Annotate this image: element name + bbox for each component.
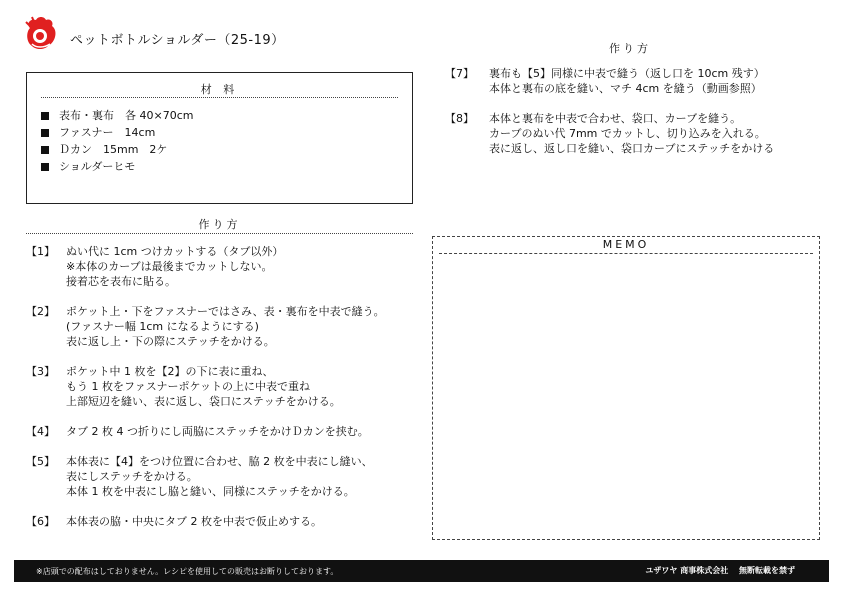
memo-box — [432, 236, 820, 540]
right-instructions-steps — [445, 66, 774, 171]
footer-bar — [14, 560, 829, 582]
step-number: 【1】 — [26, 245, 55, 258]
material-item: ショルダーヒモ — [41, 158, 193, 175]
material-item: ファスナー 14cm — [41, 124, 193, 141]
step-text: 本体表の脇・中央にタブ 2 枚を中表で仮止めする。 — [66, 515, 322, 528]
instruction-step — [26, 454, 385, 499]
instruction-step — [26, 514, 385, 529]
instruction-step — [26, 244, 385, 289]
memo-divider — [439, 253, 813, 254]
step-text: タブ 2 枚 4 つ折りにし両脇にステッチをかけＤカンを挟む。 — [66, 425, 369, 438]
bullet-square-icon — [41, 163, 49, 171]
right-instructions-heading: 作り方 — [609, 42, 651, 55]
step-number: 【4】 — [26, 425, 55, 438]
footer-notice: ※店頭での配布はしておりません。レシピを使用しての販売はお断りしております。 — [36, 567, 339, 576]
bullet-square-icon — [41, 129, 49, 137]
instruction-step — [445, 111, 774, 156]
left-instructions-divider — [26, 233, 413, 234]
material-item: 表布・裏布 各 40×70cm — [41, 107, 193, 124]
step-text: 裏布も【5】同様に中表で縫う（返し口を 10cm 残す） 本体と裏布の底を縫い、マチ 4cm を縫う（動画参照） — [489, 67, 765, 95]
materials-heading: 材 料 — [200, 83, 239, 96]
material-item: Ｄカン 15mm 2ケ — [41, 141, 193, 158]
instruction-step — [26, 424, 385, 439]
materials-divider — [41, 97, 398, 98]
step-text: ポケット上・下をファスナーではさみ、表・裏布を中表で縫う。 (ファスナー幅 1cm になるようにする) 表に返し上・下の際にステッチをかける。 — [66, 305, 385, 348]
bullet-square-icon — [41, 146, 49, 154]
step-text: ポケット中 1 枚を【2】の下に表に重ね、 もう 1 枚をファスナーポケットの上に中表で重ね 上部短辺を縫い、表に返し、袋口にステッチをかける。 — [66, 365, 341, 408]
step-number: 【3】 — [26, 365, 55, 378]
step-text: 本体表に【4】をつけ位置に合わせ、脇 2 枚を中表にし縫い、 表にしステッチをかける。 本体 1 枚を中表にし脇と縫い、同様にステッチをかける。 — [66, 455, 373, 498]
page-title: ペットボトルショルダー（25-19） — [70, 33, 285, 48]
materials-list — [41, 107, 193, 175]
bullet-square-icon — [41, 112, 49, 120]
instruction-step — [26, 364, 385, 409]
red-daruma-logo-icon — [22, 14, 62, 54]
step-number: 【5】 — [26, 455, 55, 468]
materials-box — [26, 72, 413, 204]
step-text: 本体と裏布を中表で合わせ、袋口、カーブを縫う。 カーブのぬい代 7mm でカットし、切り込みを入れる。 表に返し、返し口を縫い、袋口カーブにステッチをかける — [489, 112, 775, 155]
step-text: ぬい代に 1cm つけカットする（タブ以外） ※本体のカーブは最後までカットしない。 接着芯を表布に貼る。 — [66, 245, 284, 288]
memo-label: MEMO — [602, 238, 650, 251]
footer-company: ユザワヤ 商事株式会社 無断転載を禁ず — [645, 566, 795, 575]
step-number: 【8】 — [445, 112, 474, 125]
step-number: 【6】 — [26, 515, 55, 528]
instruction-step — [445, 66, 774, 96]
step-number: 【7】 — [445, 67, 474, 80]
left-instructions-heading: 作り方 — [198, 218, 241, 231]
step-number: 【2】 — [26, 305, 55, 318]
instruction-step — [26, 304, 385, 349]
left-instructions-steps — [26, 244, 385, 544]
